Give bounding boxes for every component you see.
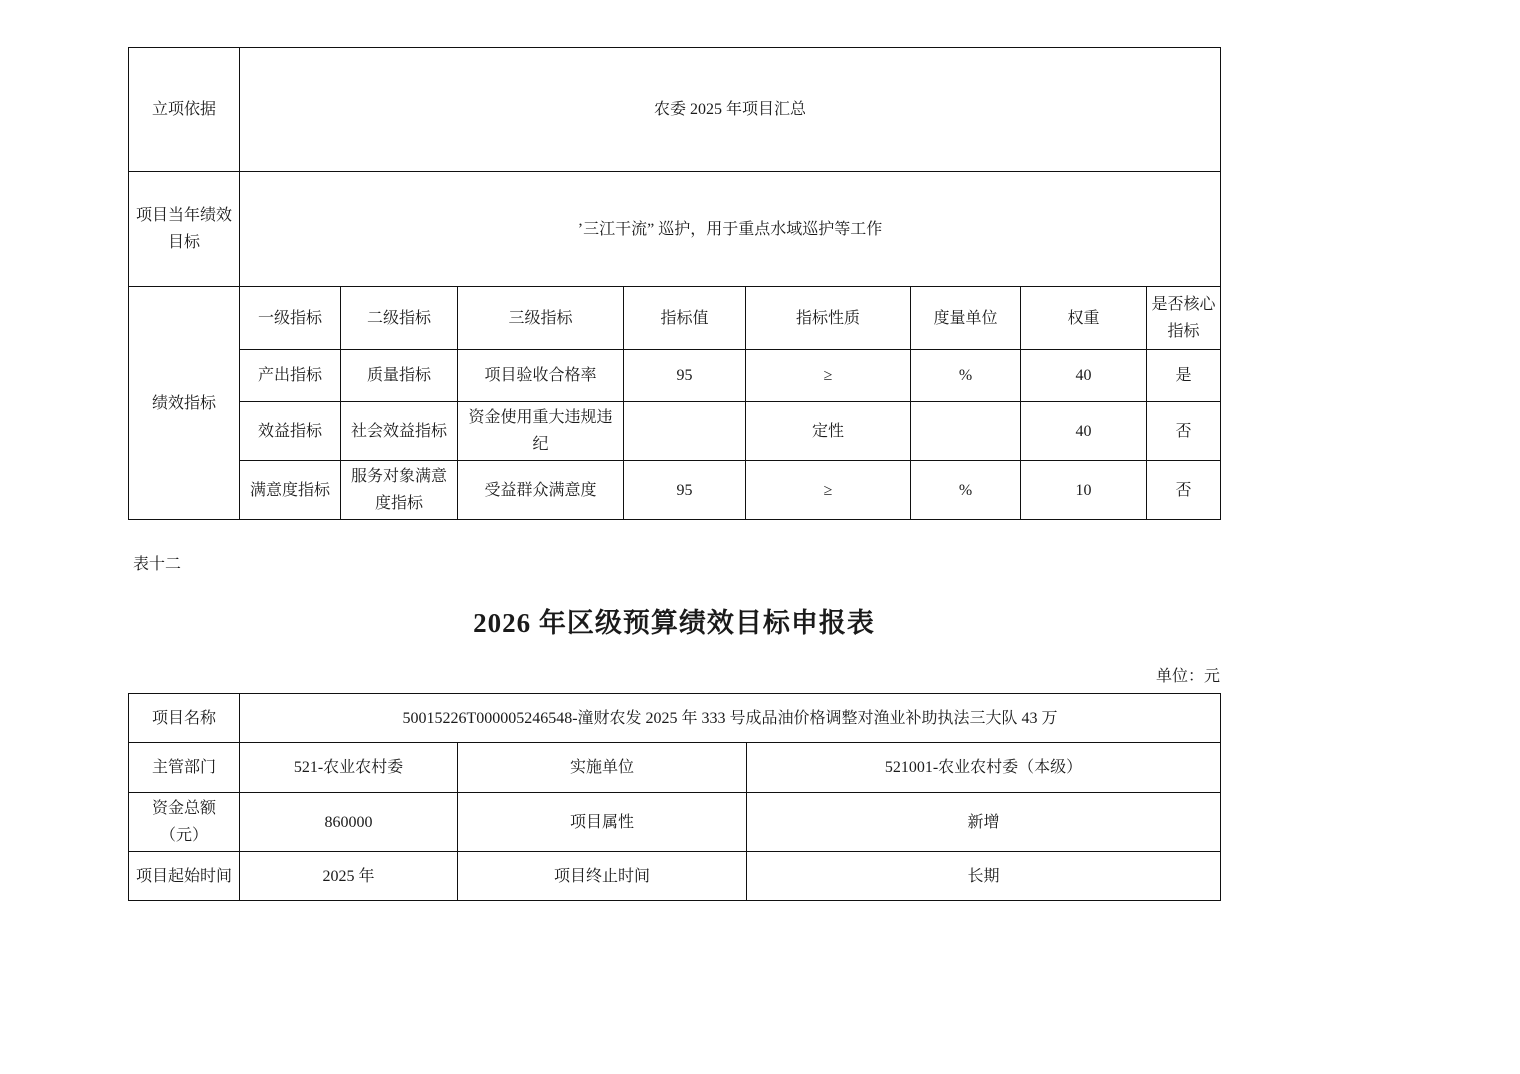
- attr-label-cell: 项目属性: [458, 793, 747, 852]
- basis-label-cell: 立项依据: [129, 48, 240, 172]
- cell-nature: ≥: [746, 461, 911, 520]
- cell-nature: 定性: [746, 402, 911, 461]
- performance-indicators-table: [128, 47, 1221, 520]
- cell-value: [624, 402, 746, 461]
- cell-level1: 产出指标: [240, 350, 341, 402]
- cell-core: 是: [1147, 350, 1221, 402]
- cell-level3: 受益群众满意度: [458, 461, 624, 520]
- end-value-cell: 长期: [747, 852, 1221, 901]
- header-cell-weight: 权重: [1021, 287, 1147, 350]
- header-cell-nature: 指标性质: [746, 287, 911, 350]
- indicators-label-cell: 绩效指标: [129, 287, 240, 520]
- header-cell-level3: 三级指标: [458, 287, 624, 350]
- basis-value-cell: 农委 2025 年项目汇总: [240, 48, 1221, 172]
- goal-label-cell: 项目当年绩效目标: [129, 172, 240, 287]
- cell-weight: 10: [1021, 461, 1147, 520]
- cell-value: 95: [624, 350, 746, 402]
- unit-label: 单位：元: [1155, 668, 1220, 685]
- indicator-row: [129, 350, 1221, 402]
- cell-unit: [911, 402, 1021, 461]
- header-cell-level1: 一级指标: [240, 287, 341, 350]
- table-row: [129, 48, 1221, 172]
- table-row: [129, 793, 1221, 852]
- indicator-row: [129, 402, 1221, 461]
- cell-unit: %: [911, 350, 1021, 402]
- amount-value-cell: 860000: [240, 793, 458, 852]
- cell-weight: 40: [1021, 402, 1147, 461]
- header-cell-core: 是否核心指标: [1147, 287, 1221, 350]
- table-row: [129, 852, 1221, 901]
- impl-label-cell: 实施单位: [458, 743, 747, 793]
- end-label-cell: 项目终止时间: [458, 852, 747, 901]
- start-label-cell: 项目起始时间: [129, 852, 240, 901]
- cell-level1: 效益指标: [240, 402, 341, 461]
- project-name-value-cell: 50015226T000005246548-潼财农发 2025 年 333 号成品油价格调整对渔业补助执法三大队 43 万: [240, 694, 1221, 743]
- table-row: [129, 694, 1221, 743]
- cell-level2: 社会效益指标: [341, 402, 458, 461]
- cell-value: 95: [624, 461, 746, 520]
- cell-level3: 资金使用重大违规违纪: [458, 402, 624, 461]
- impl-value-cell: 521001-农业农村委（本级）: [747, 743, 1221, 793]
- table-row: [129, 172, 1221, 287]
- project-declaration-table: [128, 693, 1221, 901]
- project-name-label-cell: 项目名称: [129, 694, 240, 743]
- table-caption: 表十二: [133, 556, 182, 573]
- cell-weight: 40: [1021, 350, 1147, 402]
- header-cell-value: 指标值: [624, 287, 746, 350]
- indicator-header-row: [129, 287, 1221, 350]
- cell-level2: 服务对象满意度指标: [341, 461, 458, 520]
- table-row: [129, 743, 1221, 793]
- dept-value-cell: 521-农业农村委: [240, 743, 458, 793]
- cell-core: 否: [1147, 402, 1221, 461]
- start-value-cell: 2025 年: [240, 852, 458, 901]
- header-cell-unit: 度量单位: [911, 287, 1021, 350]
- cell-level2: 质量指标: [341, 350, 458, 402]
- goal-value-cell: ’三江干流” 巡护，用于重点水域巡护等工作: [240, 172, 1221, 287]
- cell-unit: %: [911, 461, 1021, 520]
- cell-level3: 项目验收合格率: [458, 350, 624, 402]
- amount-label-cell: 资金总额（元）: [129, 793, 240, 852]
- cell-core: 否: [1147, 461, 1221, 520]
- dept-label-cell: 主管部门: [129, 743, 240, 793]
- page-title: 2026 年区级预算绩效目标申报表: [473, 608, 875, 638]
- header-cell-level2: 二级指标: [341, 287, 458, 350]
- indicator-row: [129, 461, 1221, 520]
- attr-value-cell: 新增: [747, 793, 1221, 852]
- cell-level1: 满意度指标: [240, 461, 341, 520]
- cell-nature: ≥: [746, 350, 911, 402]
